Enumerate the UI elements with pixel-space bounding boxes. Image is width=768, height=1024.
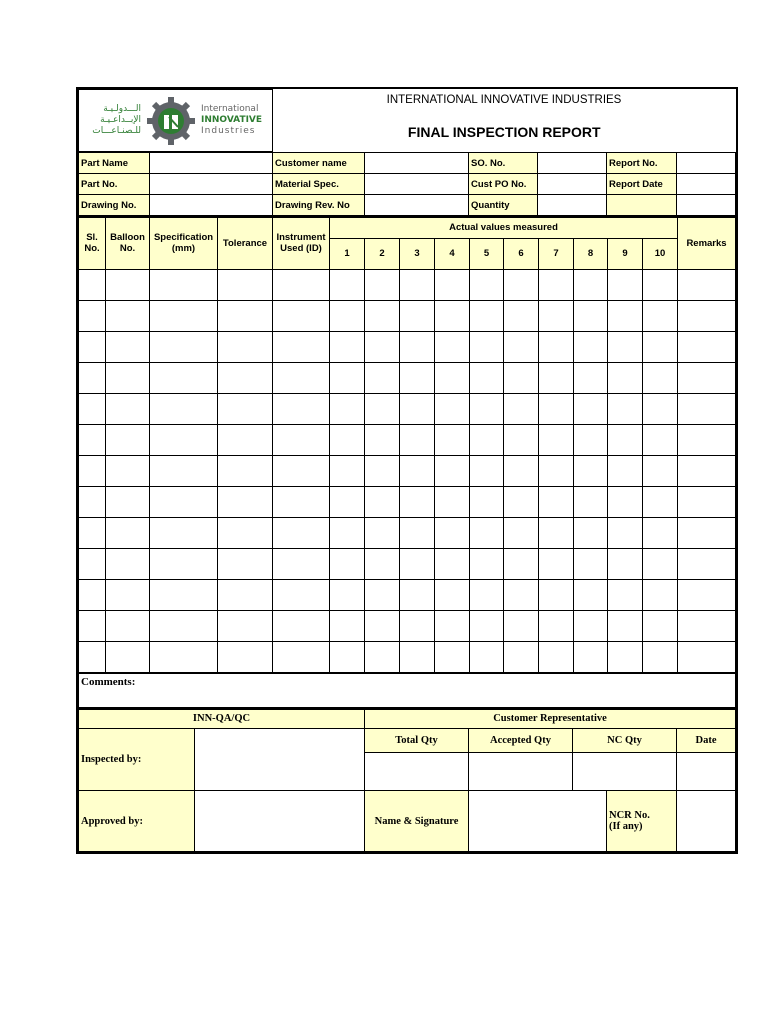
table-cell[interactable] bbox=[79, 455, 106, 486]
table-cell[interactable] bbox=[79, 548, 106, 579]
tolerance-header: Tolerance bbox=[218, 217, 273, 269]
table-cell[interactable] bbox=[400, 579, 435, 610]
table-cell[interactable] bbox=[608, 455, 643, 486]
table-cell[interactable] bbox=[678, 393, 736, 424]
table-cell[interactable] bbox=[330, 486, 365, 517]
table-row bbox=[79, 486, 736, 517]
part-no-field[interactable] bbox=[150, 174, 273, 195]
table-cell[interactable] bbox=[273, 269, 330, 300]
table-cell[interactable] bbox=[150, 641, 218, 672]
approved-by-field[interactable] bbox=[195, 791, 365, 852]
table-row bbox=[79, 517, 736, 548]
table-cell[interactable] bbox=[539, 610, 574, 641]
customer-name-field[interactable] bbox=[365, 153, 469, 174]
comments-section bbox=[78, 673, 736, 708]
total-qty-field[interactable] bbox=[365, 753, 469, 791]
date-header: Date bbox=[677, 729, 736, 753]
table-cell[interactable] bbox=[218, 269, 273, 300]
table-cell[interactable] bbox=[79, 579, 106, 610]
table-cell[interactable] bbox=[470, 641, 504, 672]
table-cell[interactable] bbox=[365, 548, 400, 579]
sl-no-header: Sl. No. bbox=[79, 217, 106, 269]
date-field[interactable] bbox=[677, 753, 736, 791]
logo-arabic-text: الـــدولـيـة الإبــداعـيـة للـصنـاعـــات bbox=[92, 104, 141, 136]
table-cell[interactable] bbox=[470, 331, 504, 362]
table-cell[interactable] bbox=[608, 579, 643, 610]
table-cell[interactable] bbox=[106, 331, 150, 362]
table-cell[interactable] bbox=[470, 393, 504, 424]
accepted-qty-header: Accepted Qty bbox=[469, 729, 573, 753]
part-name-label: Part Name bbox=[79, 153, 150, 174]
table-cell[interactable] bbox=[273, 424, 330, 455]
table-cell[interactable] bbox=[608, 362, 643, 393]
table-cell[interactable] bbox=[150, 424, 218, 455]
table-cell[interactable] bbox=[79, 610, 106, 641]
customer-rep-header: Customer Representative bbox=[365, 709, 736, 729]
table-cell[interactable] bbox=[435, 331, 470, 362]
table-cell[interactable] bbox=[150, 579, 218, 610]
table-cell[interactable] bbox=[470, 424, 504, 455]
customer-name-label: Customer name bbox=[273, 153, 365, 174]
table-cell[interactable] bbox=[365, 579, 400, 610]
table-row bbox=[79, 331, 736, 362]
table-cell[interactable] bbox=[400, 362, 435, 393]
quantity-label: Quantity bbox=[469, 195, 538, 216]
table-cell[interactable] bbox=[539, 455, 574, 486]
table-cell[interactable] bbox=[470, 362, 504, 393]
table-cell[interactable] bbox=[150, 517, 218, 548]
table-cell[interactable] bbox=[330, 548, 365, 579]
material-spec-label: Material Spec. bbox=[273, 174, 365, 195]
table-cell[interactable] bbox=[106, 517, 150, 548]
table-cell[interactable] bbox=[106, 548, 150, 579]
material-spec-field[interactable] bbox=[365, 174, 469, 195]
table-cell[interactable] bbox=[273, 362, 330, 393]
table-cell[interactable] bbox=[470, 610, 504, 641]
table-cell[interactable] bbox=[504, 455, 539, 486]
company-logo bbox=[79, 90, 273, 152]
table-cell[interactable] bbox=[273, 641, 330, 672]
table-row bbox=[79, 610, 736, 641]
table-cell[interactable] bbox=[218, 362, 273, 393]
table-cell[interactable] bbox=[400, 424, 435, 455]
table-cell[interactable] bbox=[79, 269, 106, 300]
so-no-label: SO. No. bbox=[469, 153, 538, 174]
table-cell[interactable] bbox=[106, 486, 150, 517]
table-cell[interactable] bbox=[678, 331, 736, 362]
table-cell[interactable] bbox=[539, 362, 574, 393]
table-cell[interactable] bbox=[574, 548, 608, 579]
table-cell[interactable] bbox=[365, 424, 400, 455]
table-cell[interactable] bbox=[574, 579, 608, 610]
measure-col-header: 5 bbox=[470, 238, 504, 269]
table-cell[interactable] bbox=[365, 300, 400, 331]
table-cell[interactable] bbox=[435, 517, 470, 548]
table-cell[interactable] bbox=[539, 300, 574, 331]
table-cell[interactable] bbox=[470, 300, 504, 331]
measure-col-header: 6 bbox=[504, 238, 539, 269]
table-cell[interactable] bbox=[150, 362, 218, 393]
table-cell[interactable] bbox=[150, 455, 218, 486]
table-cell[interactable] bbox=[365, 455, 400, 486]
table-row bbox=[79, 548, 736, 579]
nc-qty-header: NC Qty bbox=[573, 729, 677, 753]
table-cell[interactable] bbox=[435, 424, 470, 455]
table-cell[interactable] bbox=[218, 455, 273, 486]
table-cell[interactable] bbox=[106, 424, 150, 455]
table-cell[interactable] bbox=[608, 517, 643, 548]
table-cell[interactable] bbox=[643, 455, 678, 486]
table-cell[interactable] bbox=[678, 486, 736, 517]
table-cell[interactable] bbox=[435, 269, 470, 300]
cust-po-no-field[interactable] bbox=[538, 174, 607, 195]
table-cell[interactable] bbox=[365, 269, 400, 300]
measure-col-header: 8 bbox=[574, 238, 608, 269]
table-cell[interactable] bbox=[330, 579, 365, 610]
table-cell[interactable] bbox=[643, 393, 678, 424]
table-cell[interactable] bbox=[539, 641, 574, 672]
table-cell[interactable] bbox=[273, 579, 330, 610]
remarks-header: Remarks bbox=[678, 217, 736, 269]
table-cell[interactable] bbox=[150, 393, 218, 424]
balloon-no-header: Balloon No. bbox=[106, 217, 150, 269]
table-cell[interactable] bbox=[435, 641, 470, 672]
table-cell[interactable] bbox=[539, 517, 574, 548]
ncr-no-field[interactable] bbox=[677, 791, 736, 852]
table-cell[interactable] bbox=[643, 517, 678, 548]
blank-cell bbox=[677, 195, 736, 216]
table-cell[interactable] bbox=[273, 610, 330, 641]
table-cell[interactable] bbox=[643, 641, 678, 672]
table-cell[interactable] bbox=[330, 424, 365, 455]
table-cell[interactable] bbox=[678, 548, 736, 579]
drawing-no-field[interactable] bbox=[150, 195, 273, 216]
table-cell[interactable] bbox=[574, 486, 608, 517]
table-cell[interactable] bbox=[330, 455, 365, 486]
approved-by-label: Approved by: bbox=[79, 791, 195, 852]
table-cell[interactable] bbox=[273, 331, 330, 362]
inspected-by-field[interactable] bbox=[195, 729, 365, 791]
table-cell[interactable] bbox=[504, 579, 539, 610]
table-cell[interactable] bbox=[365, 610, 400, 641]
report-no-field[interactable] bbox=[677, 153, 736, 174]
table-cell[interactable] bbox=[643, 300, 678, 331]
inspection-report-sheet bbox=[76, 87, 738, 854]
table-cell[interactable] bbox=[330, 331, 365, 362]
table-row bbox=[79, 269, 736, 300]
table-cell[interactable] bbox=[79, 641, 106, 672]
table-cell[interactable] bbox=[330, 362, 365, 393]
blank-yellow-cell bbox=[607, 195, 677, 216]
table-cell[interactable] bbox=[608, 610, 643, 641]
table-cell[interactable] bbox=[504, 331, 539, 362]
table-cell[interactable] bbox=[643, 424, 678, 455]
table-cell[interactable] bbox=[365, 331, 400, 362]
table-cell[interactable] bbox=[678, 424, 736, 455]
gear-logo-icon bbox=[145, 95, 197, 147]
table-cell[interactable] bbox=[400, 455, 435, 486]
table-cell[interactable] bbox=[218, 610, 273, 641]
table-cell[interactable] bbox=[218, 641, 273, 672]
table-cell[interactable] bbox=[79, 486, 106, 517]
table-cell[interactable] bbox=[574, 424, 608, 455]
table-cell[interactable] bbox=[643, 486, 678, 517]
drawing-rev-no-field[interactable] bbox=[365, 195, 469, 216]
table-cell[interactable] bbox=[330, 300, 365, 331]
measure-col-header: 2 bbox=[365, 238, 400, 269]
table-cell[interactable] bbox=[400, 610, 435, 641]
table-cell[interactable] bbox=[574, 362, 608, 393]
table-cell[interactable] bbox=[400, 641, 435, 672]
table-cell[interactable] bbox=[608, 269, 643, 300]
table-cell[interactable] bbox=[365, 517, 400, 548]
table-cell[interactable] bbox=[79, 393, 106, 424]
table-cell[interactable] bbox=[273, 455, 330, 486]
table-row bbox=[79, 579, 736, 610]
table-cell[interactable] bbox=[106, 610, 150, 641]
measure-col-header: 1 bbox=[330, 238, 365, 269]
table-cell[interactable] bbox=[106, 641, 150, 672]
table-cell[interactable] bbox=[504, 517, 539, 548]
report-no-label: Report No. bbox=[607, 153, 677, 174]
report-title: FINAL INSPECTION REPORT bbox=[407, 123, 601, 140]
table-cell[interactable] bbox=[218, 331, 273, 362]
table-cell[interactable] bbox=[470, 579, 504, 610]
table-cell[interactable] bbox=[435, 548, 470, 579]
table-row bbox=[79, 641, 736, 672]
table-cell[interactable] bbox=[79, 424, 106, 455]
table-cell[interactable] bbox=[365, 362, 400, 393]
report-date-label: Report Date bbox=[607, 174, 677, 195]
table-cell[interactable] bbox=[400, 269, 435, 300]
table-cell[interactable] bbox=[470, 455, 504, 486]
table-cell[interactable] bbox=[400, 486, 435, 517]
logo-english-text: International INNOVATIVE Industries bbox=[201, 104, 263, 136]
table-cell[interactable] bbox=[504, 548, 539, 579]
table-cell[interactable] bbox=[539, 579, 574, 610]
table-cell[interactable] bbox=[218, 517, 273, 548]
part-no-label: Part No. bbox=[79, 174, 150, 195]
table-cell[interactable] bbox=[400, 331, 435, 362]
table-cell[interactable] bbox=[273, 517, 330, 548]
table-cell[interactable] bbox=[400, 548, 435, 579]
inspected-by-label: Inspected by: bbox=[79, 729, 195, 791]
table-cell[interactable] bbox=[150, 610, 218, 641]
table-cell[interactable] bbox=[608, 393, 643, 424]
table-cell[interactable] bbox=[678, 269, 736, 300]
table-cell[interactable] bbox=[539, 424, 574, 455]
table-cell[interactable] bbox=[504, 269, 539, 300]
table-cell[interactable] bbox=[539, 486, 574, 517]
report-header bbox=[78, 89, 736, 152]
table-cell[interactable] bbox=[678, 517, 736, 548]
table-cell[interactable] bbox=[539, 331, 574, 362]
table-cell[interactable] bbox=[150, 548, 218, 579]
table-cell[interactable] bbox=[79, 517, 106, 548]
table-cell[interactable] bbox=[435, 610, 470, 641]
table-cell[interactable] bbox=[504, 641, 539, 672]
table-cell[interactable] bbox=[678, 610, 736, 641]
table-cell[interactable] bbox=[218, 486, 273, 517]
table-cell[interactable] bbox=[678, 300, 736, 331]
table-cell[interactable] bbox=[470, 517, 504, 548]
table-cell[interactable] bbox=[365, 641, 400, 672]
table-row bbox=[79, 393, 736, 424]
measure-col-header: 10 bbox=[643, 238, 678, 269]
signoff-table bbox=[78, 708, 736, 853]
table-cell[interactable] bbox=[574, 641, 608, 672]
table-cell[interactable] bbox=[539, 548, 574, 579]
table-cell[interactable] bbox=[400, 393, 435, 424]
table-cell[interactable] bbox=[273, 548, 330, 579]
total-qty-header: Total Qty bbox=[365, 729, 469, 753]
table-cell[interactable] bbox=[470, 548, 504, 579]
table-cell[interactable] bbox=[574, 517, 608, 548]
accepted-qty-field[interactable] bbox=[469, 753, 573, 791]
measurement-table bbox=[78, 216, 736, 673]
table-cell[interactable] bbox=[435, 579, 470, 610]
table-cell[interactable] bbox=[539, 393, 574, 424]
table-cell[interactable] bbox=[470, 486, 504, 517]
table-cell[interactable] bbox=[678, 641, 736, 672]
table-cell[interactable] bbox=[678, 579, 736, 610]
table-cell[interactable] bbox=[643, 269, 678, 300]
drawing-no-label: Drawing No. bbox=[79, 195, 150, 216]
table-cell[interactable] bbox=[330, 393, 365, 424]
table-cell[interactable] bbox=[106, 300, 150, 331]
table-cell[interactable] bbox=[365, 486, 400, 517]
table-cell[interactable] bbox=[273, 300, 330, 331]
table-row bbox=[79, 424, 736, 455]
qa-qc-header: INN-QA/QC bbox=[79, 709, 365, 729]
table-cell[interactable] bbox=[106, 393, 150, 424]
table-cell[interactable] bbox=[79, 331, 106, 362]
measure-col-header: 3 bbox=[400, 238, 435, 269]
table-cell[interactable] bbox=[106, 455, 150, 486]
table-cell[interactable] bbox=[435, 486, 470, 517]
table-cell[interactable] bbox=[643, 610, 678, 641]
instrument-header: Instrument Used (ID) bbox=[273, 217, 330, 269]
table-cell[interactable] bbox=[435, 455, 470, 486]
table-cell[interactable] bbox=[504, 393, 539, 424]
table-cell[interactable] bbox=[608, 300, 643, 331]
table-cell[interactable] bbox=[330, 517, 365, 548]
table-cell[interactable] bbox=[470, 269, 504, 300]
measure-col-header: 4 bbox=[435, 238, 470, 269]
part-name-field[interactable] bbox=[150, 153, 273, 174]
table-cell[interactable] bbox=[608, 548, 643, 579]
ncr-no-label: NCR No. (If any) bbox=[607, 791, 677, 852]
table-cell[interactable] bbox=[106, 362, 150, 393]
table-cell[interactable] bbox=[504, 486, 539, 517]
table-row bbox=[79, 455, 736, 486]
name-signature-field[interactable] bbox=[469, 791, 607, 852]
table-cell[interactable] bbox=[574, 269, 608, 300]
table-cell[interactable] bbox=[574, 300, 608, 331]
table-row bbox=[79, 362, 736, 393]
table-cell[interactable] bbox=[504, 610, 539, 641]
table-cell[interactable] bbox=[608, 641, 643, 672]
table-cell[interactable] bbox=[273, 393, 330, 424]
so-no-field[interactable] bbox=[538, 153, 607, 174]
table-row bbox=[79, 300, 736, 331]
table-cell[interactable] bbox=[539, 269, 574, 300]
info-table bbox=[78, 152, 736, 216]
table-cell[interactable] bbox=[435, 300, 470, 331]
table-cell[interactable] bbox=[574, 331, 608, 362]
table-cell[interactable] bbox=[150, 331, 218, 362]
table-cell[interactable] bbox=[400, 517, 435, 548]
drawing-rev-no-label: Drawing Rev. No bbox=[273, 195, 365, 216]
table-cell[interactable] bbox=[574, 393, 608, 424]
table-cell[interactable] bbox=[608, 486, 643, 517]
nc-qty-field[interactable] bbox=[573, 753, 677, 791]
report-date-field[interactable] bbox=[677, 174, 736, 195]
table-cell[interactable] bbox=[608, 424, 643, 455]
table-cell[interactable] bbox=[643, 362, 678, 393]
table-cell[interactable] bbox=[330, 641, 365, 672]
table-cell[interactable] bbox=[678, 362, 736, 393]
table-cell[interactable] bbox=[106, 579, 150, 610]
table-cell[interactable] bbox=[574, 455, 608, 486]
name-signature-label: Name & Signature bbox=[365, 791, 469, 852]
table-cell[interactable] bbox=[365, 393, 400, 424]
table-cell[interactable] bbox=[79, 362, 106, 393]
table-cell[interactable] bbox=[218, 548, 273, 579]
table-cell[interactable] bbox=[79, 300, 106, 331]
table-cell[interactable] bbox=[574, 610, 608, 641]
measure-col-header: 7 bbox=[539, 238, 574, 269]
measure-col-header: 9 bbox=[608, 238, 643, 269]
table-cell[interactable] bbox=[678, 455, 736, 486]
table-cell[interactable] bbox=[218, 393, 273, 424]
company-name: INTERNATIONAL INNOVATIVE INDUSTRIES bbox=[386, 93, 622, 106]
table-cell[interactable] bbox=[218, 424, 273, 455]
table-cell[interactable] bbox=[330, 269, 365, 300]
table-cell[interactable] bbox=[330, 610, 365, 641]
table-cell[interactable] bbox=[643, 548, 678, 579]
table-cell[interactable] bbox=[504, 362, 539, 393]
table-cell[interactable] bbox=[273, 486, 330, 517]
actual-values-header: Actual values measured bbox=[330, 217, 678, 238]
table-cell[interactable] bbox=[218, 579, 273, 610]
table-cell[interactable] bbox=[643, 331, 678, 362]
table-cell[interactable] bbox=[218, 300, 273, 331]
specification-header: Specification (mm) bbox=[150, 217, 218, 269]
table-cell[interactable] bbox=[150, 486, 218, 517]
table-cell[interactable] bbox=[150, 300, 218, 331]
comments-label: Comments: bbox=[79, 673, 736, 707]
cust-po-no-label: Cust PO No. bbox=[469, 174, 538, 195]
table-cell[interactable] bbox=[400, 300, 435, 331]
table-cell[interactable] bbox=[150, 269, 218, 300]
table-cell[interactable] bbox=[106, 269, 150, 300]
table-cell[interactable] bbox=[504, 300, 539, 331]
quantity-field[interactable] bbox=[538, 195, 607, 216]
table-cell[interactable] bbox=[435, 393, 470, 424]
table-cell[interactable] bbox=[643, 579, 678, 610]
table-cell[interactable] bbox=[435, 362, 470, 393]
table-cell[interactable] bbox=[608, 331, 643, 362]
table-cell[interactable] bbox=[504, 424, 539, 455]
